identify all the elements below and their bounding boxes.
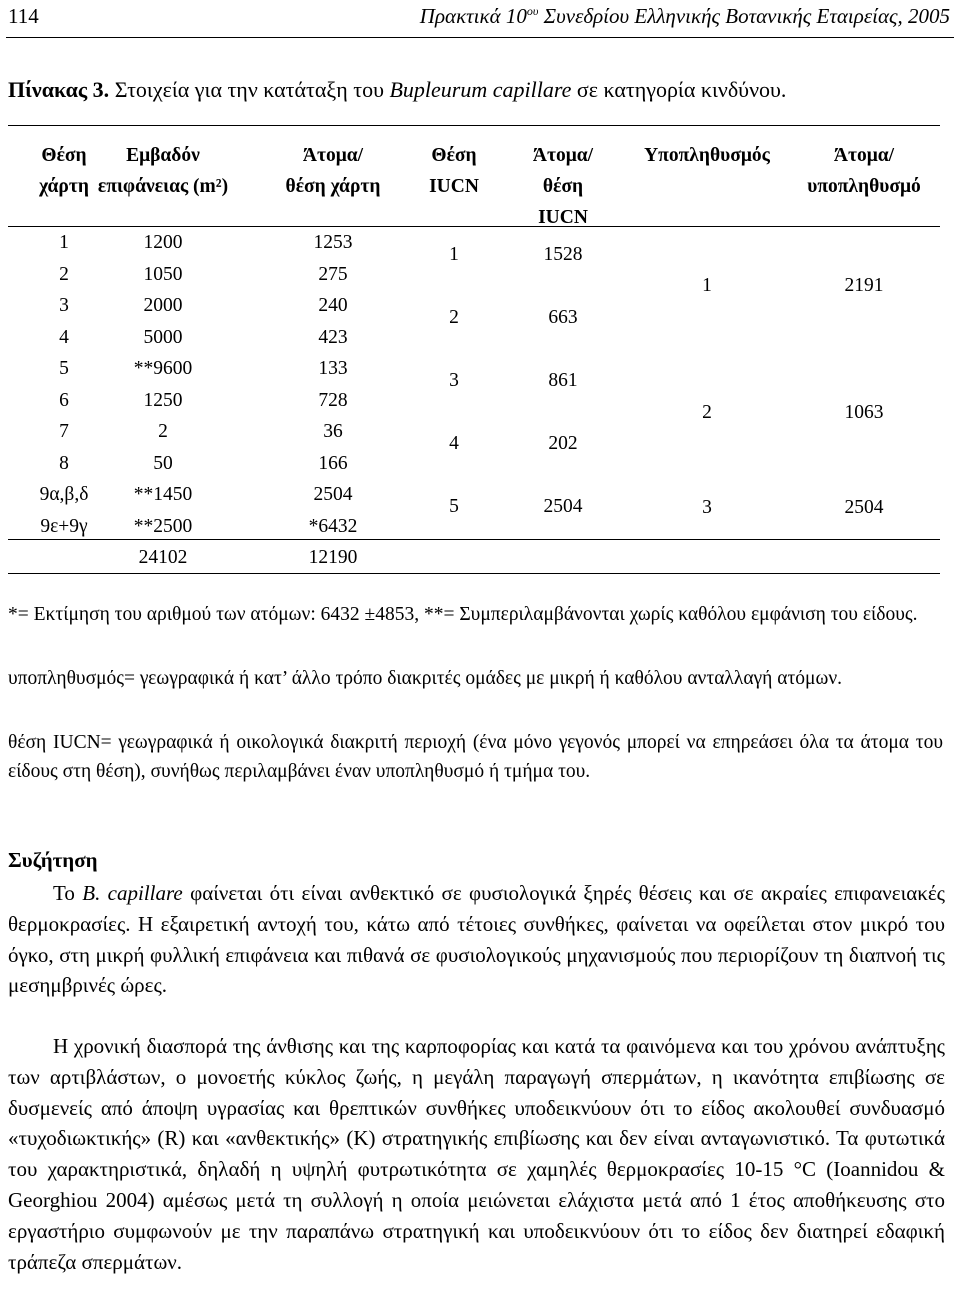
discussion-paragraph-1 (8, 878, 945, 1001)
table-header-rule (8, 226, 940, 227)
header-line: θέση χάρτη (285, 176, 381, 197)
caption-text-before: Στοιχεία για την κατάταξη του (109, 77, 390, 102)
header-line: Άτομα/ (532, 145, 594, 166)
running-head-pre: Πρακτικά 10 (419, 4, 527, 28)
col-area-header (98, 140, 228, 202)
map-site-cell: 4 (59, 326, 69, 348)
area-cell: 1250 (143, 389, 183, 411)
map-site-cell: 2 (59, 263, 69, 285)
header-line: Άτομα/ (302, 145, 364, 166)
area-cell: 50 (153, 452, 173, 474)
map-individuals-cell: 728 (318, 389, 348, 411)
p1-post: φαίνεται ότι είναι ανθεκτικό σε φυσιολογικά ξηρές θέσεις και σε ακραίες επιφανειακές θερμοκρασίες. Η εξαιρετική αντοχή του, κάτω από τέτοιες συνθήκες, φαίνεται να οφείλεται στον μικρό του όγκο, στη μικρή φυλλική επιφάνεια και πιθανά σε φυσιολογικούς μηχανισμούς που περιορίζουν τη διαπνοή τις μεσημβρινές ώρες. (8, 881, 945, 998)
table-caption (8, 77, 786, 103)
area-cell: 2000 (143, 295, 183, 316)
iucn-individuals-cell: 1528 (543, 244, 583, 265)
subpopulation-cell: 2 (702, 402, 712, 423)
map-individuals-cell: 133 (318, 358, 348, 379)
iucn-site-cell: 1 (449, 244, 459, 265)
header-line: IUCN (538, 207, 588, 228)
col-iucn-site-header (429, 140, 479, 202)
iucn-individuals-cell: 861 (548, 370, 578, 391)
iucn-individuals-cell: 2504 (543, 496, 583, 517)
p1-species: B. capillare (82, 881, 183, 905)
table-top-rule (8, 125, 940, 126)
area-cell: **1450 (133, 484, 193, 505)
subpopulation-cell: 1 (702, 275, 712, 296)
subpop-individuals-cell: 2504 (844, 497, 884, 518)
running-head-post: Συνεδρίου Ελληνικής Βοτανικής Εταιρείας, 2005 (538, 4, 950, 28)
iucn-individuals-cell: 663 (548, 307, 578, 328)
caption-text-after: σε κατηγορία κινδύνου. (571, 77, 787, 102)
header-line: Υποπληθυσμός (644, 145, 770, 166)
header-line: χάρτη (39, 176, 89, 197)
table-total-rule (8, 539, 940, 540)
map-site-cell: 9ε+9γ (40, 515, 88, 537)
col-map-individuals-header (286, 140, 381, 202)
map-site-cell: 6 (59, 389, 69, 411)
total-individuals-cell: 12190 (308, 547, 358, 568)
map-individuals-cell: *6432 (308, 515, 358, 537)
map-individuals-cell: 275 (318, 263, 348, 285)
map-site-cell: 5 (59, 358, 69, 379)
col-map-site-header (39, 140, 89, 202)
area-cell: 2 (158, 421, 168, 442)
col-subpopulation-header (644, 140, 770, 171)
subpop-individuals-cell: 2191 (844, 275, 884, 296)
map-individuals-cell: 2504 (313, 484, 353, 505)
map-individuals-cell: 36 (323, 421, 343, 442)
area-cell: **9600 (133, 358, 193, 379)
area-cell: 5000 (143, 326, 183, 348)
total-area-cell: 24102 (138, 547, 188, 568)
map-individuals-cell: 166 (318, 452, 348, 474)
iucn-site-cell: 5 (449, 496, 459, 517)
header-line: IUCN (429, 176, 479, 197)
map-site-cell: 1 (59, 232, 69, 253)
area-cell: **2500 (133, 515, 193, 537)
caption-species: Bupleurum capillare (389, 77, 572, 102)
col-iucn-individuals-header (533, 140, 593, 233)
map-individuals-cell: 1253 (313, 232, 353, 253)
table-note-1: *= Εκτίμηση του αριθμού των ατόμων: 6432 ±4853, **= Συμπεριλαμβάνονται χωρίς καθόλου εμφάνιση του είδους. (8, 604, 918, 625)
area-cell: 1200 (143, 232, 183, 253)
map-site-cell: 8 (59, 452, 69, 474)
map-individuals-cell: 240 (318, 295, 348, 316)
map-site-cell: 3 (59, 295, 69, 316)
subpop-individuals-cell: 1063 (844, 402, 884, 423)
header-line: Θέση (431, 145, 477, 166)
iucn-site-cell: 4 (449, 433, 459, 454)
header-line: υποπληθυσμό (807, 176, 921, 197)
col-subpop-individuals-header (807, 140, 921, 202)
running-head-sup: ου (526, 4, 539, 18)
discussion-paragraph-2: Η χρονική διασπορά της άνθισης και της καρποφορίας και κατά τα φαινόμενα και του χρόνου ανάπτυξης των αρτιβλάστων, ο μονοετής κύκλος ζωής, η μεγάλη παραγωγή σπερμάτων, η ικανότητα επιβίωσης σε δυσμενείς από άποψη υγρασίας και θρεπτικών συνθήκες υποδεικνύουν ότι το είδος ακολουθεί συνδυασμό «τυχοδιωκτικής» (R) και «ανθεκτικής» (K) στρατηγικής επιβίωσης και δεν είναι ανταγωνιστικό. Τα φυτωτικά του χαρακτηριστικά, δηλαδή η υψηλή φυτρωτικότητα σε χαμηλές θερμοκρασίες 10-15 °C (Ioannidou & Georghiou 2004) αμέσως μετά τη συλλογή η οποία μειώνεται ελάχιστα μετά από 1 έτος αποθήκευσης στο εργαστήριο συμφωνούν με την παραπάνω στρατηγική και υποδεικνύουν ότι το είδος δεν διατηρεί εδαφική τράπεζα σπερμάτων. (8, 1034, 945, 1274)
header-line: Εμβαδόν (126, 145, 200, 166)
table-bottom-rule (8, 573, 940, 574)
header-line: Άτομα/ (833, 145, 895, 166)
map-individuals-cell: 423 (318, 326, 348, 348)
running-head (420, 4, 950, 29)
caption-label: Πίνακας 3. (8, 77, 110, 102)
subpopulation-cell: 3 (702, 497, 712, 518)
table-note-2: υποπληθυσμός= γεωγραφικά ή κατ’ άλλο τρόπο διακριτές ομάδες με μικρή ή καθόλου ανταλλαγή ατόμων. (8, 668, 843, 689)
iucn-site-cell: 2 (449, 307, 459, 328)
header-line: Θέση (41, 145, 87, 166)
section-heading: Συζήτηση (8, 848, 98, 872)
table-note-3: θέση IUCN= γεωγραφικά ή οικολογικά διακριτή περιοχή (ένα μόνο γεγονός μπορεί να επηρεάσει όλα τα άτομα του είδους στη θέση), συνήθως περιλαμβάνει έναν υποπληθυσμό ή τμήμα του. (8, 732, 943, 782)
header-rule (6, 37, 954, 38)
header-line: επιφάνειας (m²) (97, 176, 229, 197)
map-site-cell: 9α,β,δ (39, 484, 89, 505)
area-cell: 1050 (143, 263, 183, 285)
p1-pre: Το (53, 881, 83, 905)
map-site-cell: 7 (59, 421, 69, 442)
iucn-individuals-cell: 202 (548, 433, 578, 454)
header-line: θέση (542, 176, 584, 197)
page-number: 114 (8, 4, 39, 28)
iucn-site-cell: 3 (449, 370, 459, 391)
